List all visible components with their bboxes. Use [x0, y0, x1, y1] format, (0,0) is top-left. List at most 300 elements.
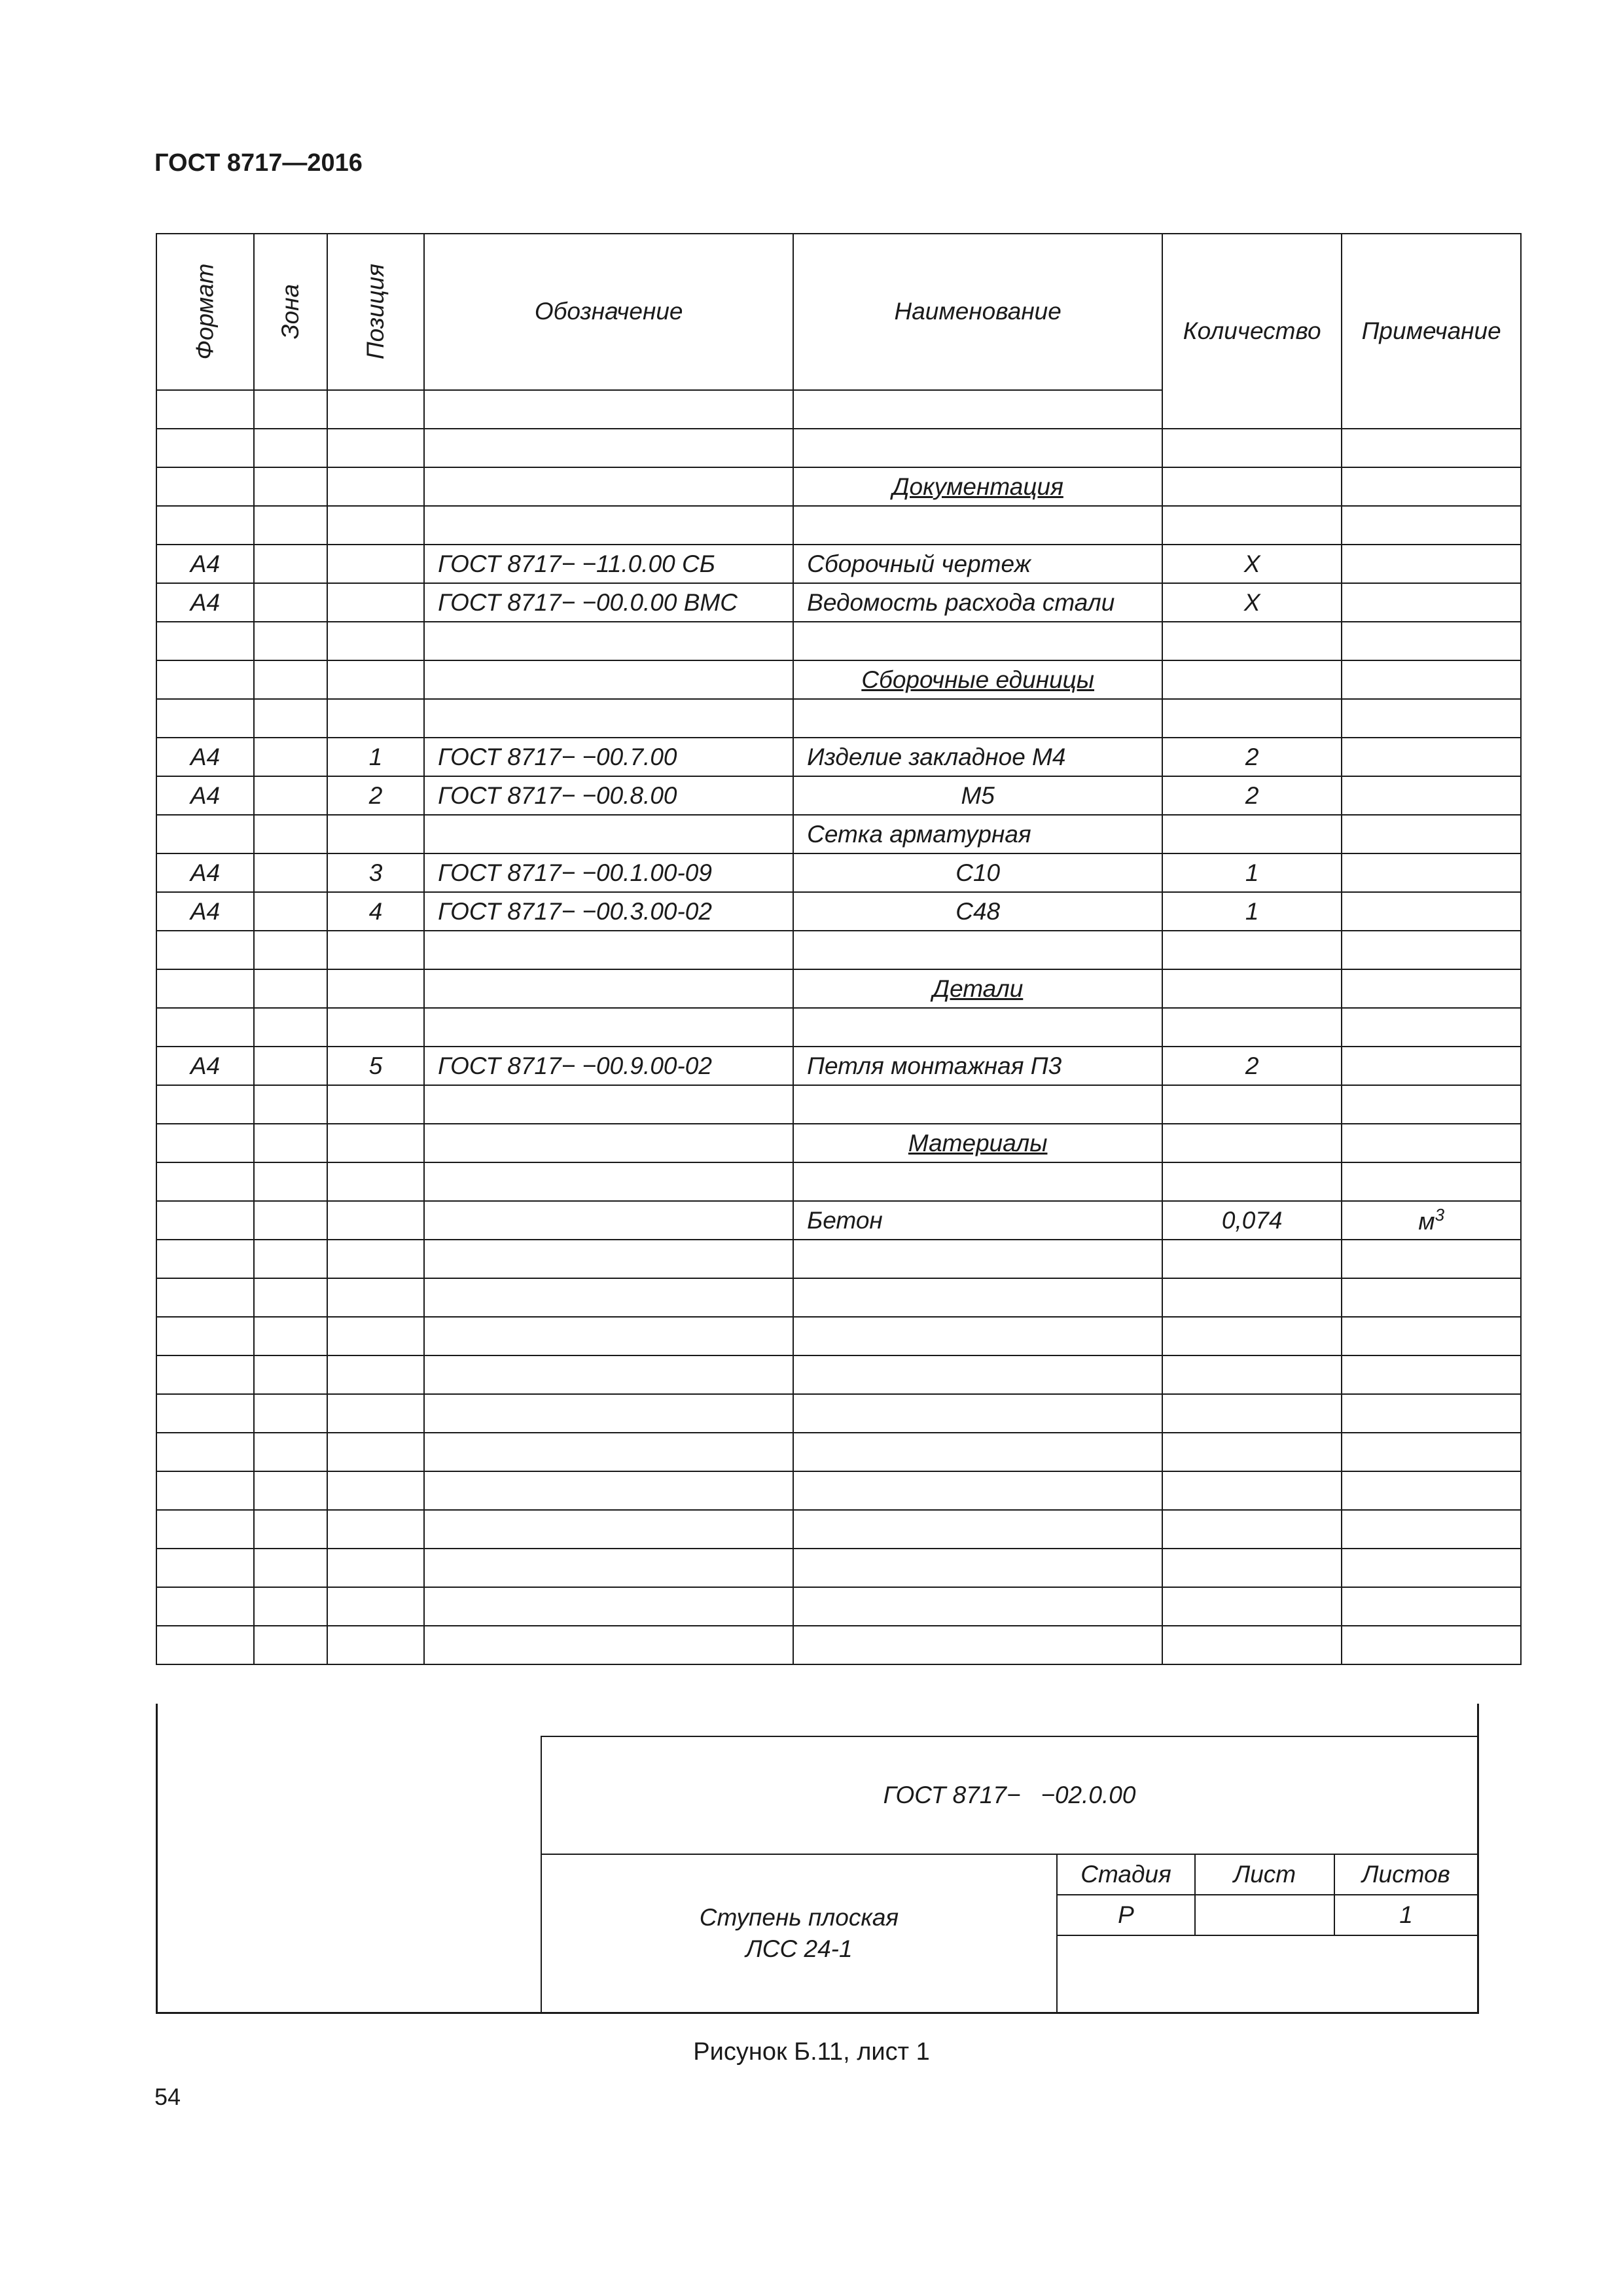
zone-cell — [254, 815, 327, 853]
designation-cell — [424, 1355, 793, 1394]
format-cell-text: А4 — [190, 897, 221, 925]
format-cell — [156, 1008, 254, 1047]
designation-cell — [424, 506, 793, 545]
name-cell-text: Сборочные единицы — [861, 666, 1095, 693]
header-zone-label: Зона — [276, 284, 304, 340]
format-cell — [156, 1240, 254, 1278]
format-cell — [156, 699, 254, 738]
zone-cell — [254, 1471, 327, 1510]
name-cell — [793, 1047, 1162, 1085]
name-cell — [793, 660, 1162, 699]
header-position-label: Позиция — [362, 264, 389, 360]
note-cell — [1342, 1510, 1521, 1549]
table-row — [156, 969, 1521, 1008]
position-cell — [327, 853, 424, 892]
header-format — [156, 234, 254, 390]
position-cell — [327, 1085, 424, 1124]
position-cell — [327, 1124, 424, 1162]
note-cell — [1342, 969, 1521, 1008]
designation-cell — [424, 853, 793, 892]
quantity-cell-text: Х — [1243, 588, 1260, 616]
table-row — [156, 1510, 1521, 1549]
name-cell — [793, 1471, 1162, 1510]
note-cell — [1342, 892, 1521, 931]
designation-cell — [424, 1008, 793, 1047]
format-cell — [156, 1433, 254, 1471]
quantity-cell-text: Х — [1243, 550, 1260, 577]
position-cell — [327, 1510, 424, 1549]
name-cell-text: Сетка арматурная — [807, 820, 1031, 848]
designation-cell — [424, 622, 793, 660]
quantity-cell — [1162, 892, 1342, 931]
quantity-cell — [1162, 1240, 1342, 1278]
format-cell — [156, 1278, 254, 1317]
position-cell — [327, 506, 424, 545]
quantity-cell — [1162, 1394, 1342, 1433]
header-name: Наименование — [793, 234, 1162, 390]
format-cell — [156, 622, 254, 660]
name-cell — [793, 1162, 1162, 1201]
position-cell — [327, 1587, 424, 1626]
note-cell — [1342, 815, 1521, 853]
designation-cell — [424, 699, 793, 738]
quantity-cell — [1162, 467, 1342, 506]
quantity-cell-text: 2 — [1245, 743, 1259, 770]
position-cell — [327, 969, 424, 1008]
designation-cell — [424, 1278, 793, 1317]
note-cell — [1342, 1587, 1521, 1626]
note-cell — [1342, 660, 1521, 699]
zone-cell — [254, 467, 327, 506]
format-cell — [156, 1047, 254, 1085]
quantity-cell — [1162, 1008, 1342, 1047]
name-cell — [793, 622, 1162, 660]
quantity-cell — [1162, 1549, 1342, 1587]
table-row — [156, 1549, 1521, 1587]
designation-cell — [424, 931, 793, 969]
name-cell — [793, 853, 1162, 892]
stage-sheet-grid — [1058, 1855, 1477, 1936]
table-row — [156, 583, 1521, 622]
table-row — [156, 853, 1521, 892]
position-cell — [327, 699, 424, 738]
table-row — [156, 1355, 1521, 1394]
designation-cell — [424, 467, 793, 506]
quantity-cell-text: 2 — [1245, 781, 1259, 809]
position-cell — [327, 622, 424, 660]
zone-cell — [254, 931, 327, 969]
position-cell — [327, 545, 424, 583]
note-cell — [1342, 1047, 1521, 1085]
header-note: Примечание — [1342, 234, 1521, 429]
format-cell — [156, 467, 254, 506]
format-cell — [156, 969, 254, 1008]
table-row — [156, 1278, 1521, 1317]
position-cell — [327, 660, 424, 699]
position-cell — [327, 1008, 424, 1047]
zone-cell — [254, 429, 327, 467]
name-cell — [793, 1124, 1162, 1162]
zone-cell — [254, 969, 327, 1008]
note-cell — [1342, 1008, 1521, 1047]
position-cell — [327, 467, 424, 506]
note-cell — [1342, 622, 1521, 660]
quantity-cell — [1162, 1471, 1342, 1510]
position-cell — [327, 776, 424, 815]
name-cell — [793, 699, 1162, 738]
note-cell — [1342, 583, 1521, 622]
quantity-cell — [1162, 1626, 1342, 1664]
position-cell — [327, 1549, 424, 1587]
position-cell — [327, 1201, 424, 1240]
designation-cell — [424, 738, 793, 776]
note-cell — [1342, 1278, 1521, 1317]
sheets-value: 1 — [1335, 1895, 1477, 1936]
quantity-cell — [1162, 1124, 1342, 1162]
note-cell — [1342, 1162, 1521, 1201]
page-number: 54 — [154, 2083, 181, 2110]
sheet-value — [1196, 1895, 1335, 1936]
table-row — [156, 429, 1521, 467]
name-cell — [793, 1587, 1162, 1626]
name-cell-text: М5 — [961, 781, 995, 809]
format-cell — [156, 776, 254, 815]
format-cell — [156, 1355, 254, 1394]
name-cell — [793, 467, 1162, 506]
table-row — [156, 467, 1521, 506]
note-cell — [1342, 1085, 1521, 1124]
position-cell — [327, 583, 424, 622]
designation-cell — [424, 660, 793, 699]
format-cell-text: А4 — [190, 588, 221, 616]
note-cell-text: м — [1418, 1208, 1435, 1235]
format-cell-text: А4 — [190, 859, 221, 886]
note-cell — [1342, 1626, 1521, 1664]
name-cell — [793, 1355, 1162, 1394]
format-cell-text: А4 — [190, 743, 221, 770]
note-cell — [1342, 1394, 1521, 1433]
quantity-cell — [1162, 699, 1342, 738]
table-row — [156, 815, 1521, 853]
format-cell — [156, 1085, 254, 1124]
name-cell-text: Детали — [933, 975, 1024, 1002]
zone-cell — [254, 853, 327, 892]
quantity-cell — [1162, 1510, 1342, 1549]
zone-cell — [254, 1085, 327, 1124]
specification-table — [156, 233, 1522, 1665]
position-cell-text: 5 — [368, 1052, 383, 1079]
designation-cell — [424, 545, 793, 583]
unit-exponent: 3 — [1435, 1205, 1445, 1225]
zone-cell — [254, 545, 327, 583]
name-cell — [793, 1085, 1162, 1124]
format-cell — [156, 892, 254, 931]
position-cell — [327, 1317, 424, 1355]
designation-cell — [424, 776, 793, 815]
position-cell — [327, 1433, 424, 1471]
format-cell — [156, 1201, 254, 1240]
position-cell — [327, 931, 424, 969]
format-cell — [156, 1124, 254, 1162]
name-cell — [793, 815, 1162, 853]
designation-cell-text: ГОСТ 8717− −00.0.00 ВМС — [438, 588, 738, 616]
position-cell-text: 4 — [368, 897, 383, 925]
name-cell-text: Петля монтажная П3 — [807, 1052, 1062, 1079]
position-cell — [327, 1278, 424, 1317]
note-cell — [1342, 776, 1521, 815]
quantity-cell — [1162, 1587, 1342, 1626]
name-cell — [793, 738, 1162, 776]
quantity-cell — [1162, 853, 1342, 892]
format-cell — [156, 738, 254, 776]
position-cell-text: 2 — [368, 781, 383, 809]
table-row — [156, 1008, 1521, 1047]
quantity-cell — [1162, 776, 1342, 815]
table-header-row — [156, 234, 1521, 390]
spacer-cell — [156, 390, 254, 429]
position-cell — [327, 429, 424, 467]
zone-cell — [254, 506, 327, 545]
name-cell — [793, 429, 1162, 467]
name-cell-text: Изделие закладное М4 — [807, 743, 1066, 770]
designation-cell — [424, 1240, 793, 1278]
format-cell — [156, 1317, 254, 1355]
zone-cell — [254, 1008, 327, 1047]
table-row — [156, 660, 1521, 699]
note-cell — [1342, 931, 1521, 969]
header-quantity: Количество — [1162, 234, 1342, 429]
format-cell — [156, 1549, 254, 1587]
title-block-main — [541, 1736, 1477, 2012]
note-cell — [1342, 1201, 1521, 1240]
zone-cell — [254, 1394, 327, 1433]
name-cell — [793, 1008, 1162, 1047]
table-row — [156, 699, 1521, 738]
designation-cell — [424, 1317, 793, 1355]
designation-cell-text: ГОСТ 8717− −11.0.00 СБ — [438, 550, 715, 577]
format-cell — [156, 583, 254, 622]
quantity-cell — [1162, 622, 1342, 660]
table-row — [156, 1240, 1521, 1278]
name-cell — [793, 776, 1162, 815]
format-cell-text: А4 — [190, 781, 221, 809]
note-cell — [1342, 1549, 1521, 1587]
designation-cell — [424, 1549, 793, 1587]
designation-cell-text: ГОСТ 8717− −00.8.00 — [438, 781, 677, 809]
note-cell — [1342, 738, 1521, 776]
zone-cell — [254, 1626, 327, 1664]
name-cell-text: Материалы — [908, 1129, 1048, 1157]
format-cell — [156, 545, 254, 583]
zone-cell — [254, 1433, 327, 1471]
name-cell — [793, 1201, 1162, 1240]
designation-cell — [424, 1162, 793, 1201]
table-row — [156, 1124, 1521, 1162]
name-cell-text: С48 — [955, 897, 1001, 925]
document-header: ГОСТ 8717—2016 — [154, 149, 363, 177]
designation-cell-text: ГОСТ 8717− −00.1.00-09 — [438, 859, 712, 886]
table-row — [156, 1626, 1521, 1664]
name-cell-text: С10 — [955, 859, 1001, 886]
table-row — [156, 506, 1521, 545]
sheets-label: Листов — [1335, 1855, 1477, 1895]
quantity-cell — [1162, 660, 1342, 699]
note-cell — [1342, 1433, 1521, 1471]
designation-cell — [424, 1471, 793, 1510]
quantity-cell — [1162, 1355, 1342, 1394]
name-cell — [793, 1317, 1162, 1355]
title-block — [156, 1704, 1479, 2014]
product-name — [542, 1855, 1058, 2012]
zone-cell — [254, 1201, 327, 1240]
quantity-cell — [1162, 429, 1342, 467]
quantity-cell — [1162, 815, 1342, 853]
spacer-cell — [254, 390, 327, 429]
position-cell — [327, 1047, 424, 1085]
table-row — [156, 1471, 1521, 1510]
zone-cell — [254, 1047, 327, 1085]
format-cell — [156, 1162, 254, 1201]
spacer-cell — [327, 390, 424, 429]
position-cell — [327, 892, 424, 931]
note-cell — [1342, 506, 1521, 545]
note-cell — [1342, 853, 1521, 892]
designation-cell — [424, 1394, 793, 1433]
format-cell — [156, 815, 254, 853]
zone-cell — [254, 1549, 327, 1587]
zone-cell — [254, 1355, 327, 1394]
quantity-cell — [1162, 583, 1342, 622]
drawing-designation: ГОСТ 8717− −02.0.00 — [542, 1737, 1477, 1855]
table-row — [156, 738, 1521, 776]
position-cell — [327, 1355, 424, 1394]
stage-label: Стадия — [1058, 1855, 1196, 1895]
designation-cell — [424, 815, 793, 853]
format-cell — [156, 1587, 254, 1626]
position-cell — [327, 738, 424, 776]
table-row — [156, 1085, 1521, 1124]
name-cell-text: Ведомость расхода стали — [807, 588, 1115, 616]
zone-cell — [254, 1587, 327, 1626]
designation-cell — [424, 429, 793, 467]
name-cell-text: Бетон — [807, 1206, 883, 1234]
header-position — [327, 234, 424, 390]
quantity-cell-text: 1 — [1245, 897, 1259, 925]
note-cell — [1342, 1124, 1521, 1162]
zone-cell — [254, 1162, 327, 1201]
name-cell — [793, 506, 1162, 545]
format-cell — [156, 1626, 254, 1664]
table-row — [156, 1047, 1521, 1085]
position-cell — [327, 815, 424, 853]
header-designation: Обозначение — [424, 234, 793, 390]
name-cell — [793, 931, 1162, 969]
quantity-cell-text: 1 — [1245, 859, 1259, 886]
quantity-cell — [1162, 931, 1342, 969]
quantity-cell — [1162, 1317, 1342, 1355]
quantity-cell-text: 2 — [1245, 1052, 1259, 1079]
quantity-cell — [1162, 506, 1342, 545]
table-row — [156, 1201, 1521, 1240]
format-cell — [156, 429, 254, 467]
position-cell — [327, 1626, 424, 1664]
name-cell-text: Документация — [892, 473, 1063, 500]
name-cell — [793, 969, 1162, 1008]
designation-cell — [424, 969, 793, 1008]
format-cell — [156, 1471, 254, 1510]
designation-cell-text: ГОСТ 8717− −00.7.00 — [438, 743, 677, 770]
name-cell — [793, 1626, 1162, 1664]
quantity-cell-text: 0,074 — [1221, 1206, 1283, 1234]
name-cell — [793, 1433, 1162, 1471]
format-cell — [156, 506, 254, 545]
format-cell — [156, 660, 254, 699]
designation-cell — [424, 1433, 793, 1471]
zone-cell — [254, 660, 327, 699]
format-cell — [156, 931, 254, 969]
position-cell — [327, 1240, 424, 1278]
note-cell — [1342, 1317, 1521, 1355]
table-row — [156, 545, 1521, 583]
quantity-cell — [1162, 1047, 1342, 1085]
spacer-cell — [793, 390, 1162, 429]
header-format-label: Формат — [191, 263, 219, 360]
position-cell-text: 1 — [368, 743, 383, 770]
name-cell — [793, 545, 1162, 583]
position-cell — [327, 1471, 424, 1510]
quantity-cell — [1162, 545, 1342, 583]
name-cell — [793, 583, 1162, 622]
note-cell — [1342, 699, 1521, 738]
zone-cell — [254, 699, 327, 738]
note-cell — [1342, 1471, 1521, 1510]
format-cell-text: А4 — [190, 550, 221, 577]
quantity-cell — [1162, 1278, 1342, 1317]
table-row — [156, 892, 1521, 931]
zone-cell — [254, 892, 327, 931]
quantity-cell — [1162, 1433, 1342, 1471]
designation-cell — [424, 1626, 793, 1664]
name-cell — [793, 1278, 1162, 1317]
table-row — [156, 1317, 1521, 1355]
zone-cell — [254, 738, 327, 776]
quantity-cell — [1162, 1201, 1342, 1240]
format-cell — [156, 1510, 254, 1549]
note-cell — [1342, 545, 1521, 583]
format-cell — [156, 853, 254, 892]
position-cell-text: 3 — [368, 859, 383, 886]
name-cell — [793, 892, 1162, 931]
name-cell — [793, 1549, 1162, 1587]
sheet-label: Лист — [1196, 1855, 1335, 1895]
quantity-cell — [1162, 1162, 1342, 1201]
note-cell — [1342, 1240, 1521, 1278]
zone-cell — [254, 1240, 327, 1278]
zone-cell — [254, 776, 327, 815]
table-row — [156, 1162, 1521, 1201]
designation-cell — [424, 1085, 793, 1124]
name-cell — [793, 1240, 1162, 1278]
table-row — [156, 1394, 1521, 1433]
table-row — [156, 1433, 1521, 1471]
table-row — [156, 776, 1521, 815]
zone-cell — [254, 622, 327, 660]
spacer-cell — [424, 390, 793, 429]
note-cell — [1342, 429, 1521, 467]
designation-cell — [424, 1124, 793, 1162]
name-cell-text: Сборочный чертеж — [807, 550, 1031, 577]
format-cell — [156, 1394, 254, 1433]
